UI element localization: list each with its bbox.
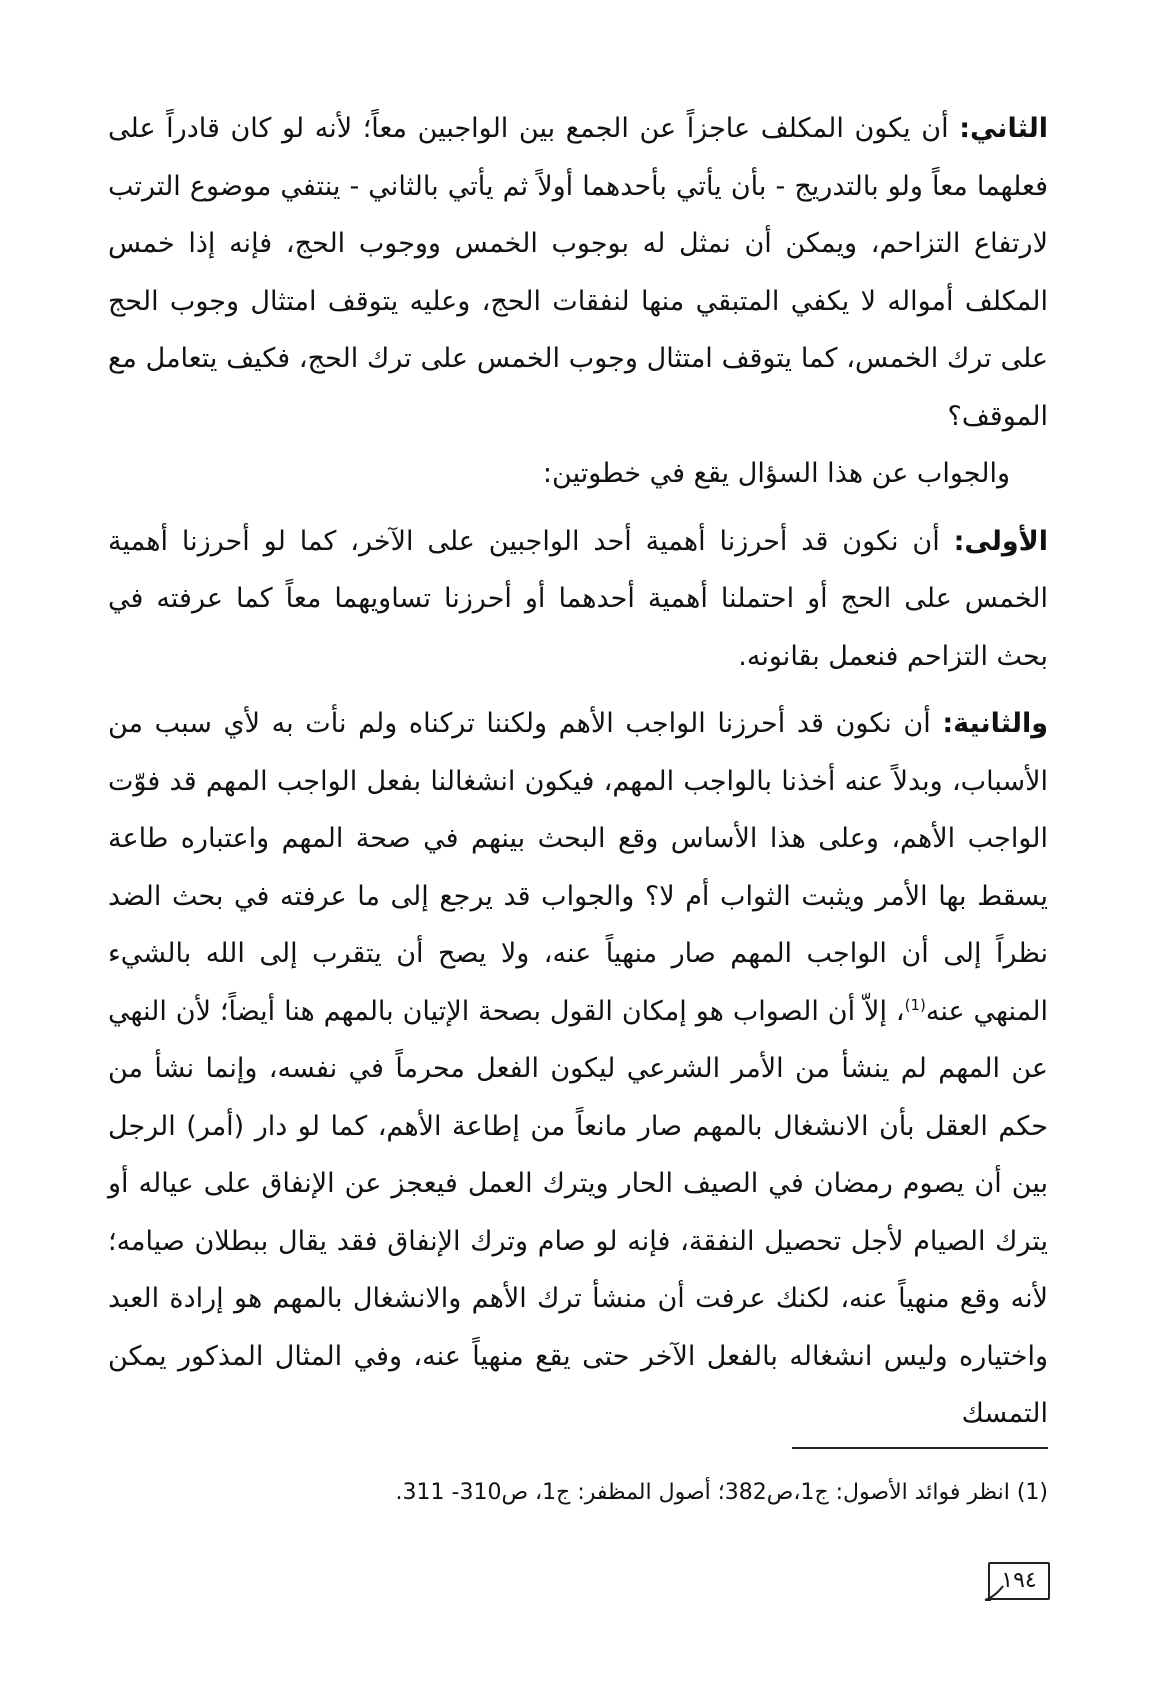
paragraph-second-condition — [108, 100, 1048, 445]
paragraph-lead: والثانية: — [942, 708, 1048, 739]
page-body — [108, 100, 1048, 1443]
paragraph-answer-intro — [108, 445, 1048, 503]
paragraph-text: أن نكون قد أحرزنا أهمية أحد الواجبين على الآخر، كما لو أحرزنا أهمية الخمس على الحج أو احتملنا أهمية أحدهما أو أحرزنا تساويهما معاً كما عرفته في بحث التزاحم فنعمل بقانونه. — [108, 525, 1048, 672]
page-number: ١٩٤ — [988, 1562, 1050, 1600]
page-curl-icon — [983, 1582, 1005, 1602]
paragraph-lead: الأولى: — [953, 525, 1048, 557]
footnote-reference[interactable]: (1) — [904, 995, 926, 1014]
paragraph-second-step — [108, 695, 1048, 1443]
footnote: (1) انظر فوائد الأصول: ج1،ص382؛ أصول المظفر: ج1، ص310- 311. — [395, 1480, 1048, 1505]
paragraph-text: أن يكون المكلف عاجزاً عن الجمع بين الواجبين معاً؛ لأنه لو كان قادراً على فعلهما معاً ولو بالتدريج - بأن يأتي بأحدهما أولاً ثم يأتي بالثاني - ينتفي موضوع الترتب لارتفاع التزاحم، ويمكن أن نمثل له بوجوب الخمس ووجوب الحج، فإنه إذا خمس المكلف أمواله لا يكفي المتبقي منها لنفقات الحج، وعليه يتوقف امتثال وجوب الحج على ترك الخمس، كما يتوقف امتثال وجوب الخمس على ترك الحج، فكيف يتعامل مع الموقف؟ — [108, 113, 1048, 432]
paragraph-text: ، إلاّ أن الصواب هو إمكان القول بصحة الإتيان بالمهم هنا أيضاً؛ لأن النهي عن المهم لم ينشأ من الأمر الشرعي ليكون الفعل محرماً في نفسه، وإنما نشأ من حكم العقل بأن الانشغال بالمهم صار مانعاً من إطاعة الأهم، كما لو دار (أمر) الرجل بين أن يصوم رمضان في الصيف الحار ويترك العمل فيعجز عن الإنفاق على عياله أو يترك الصيام لأجل تحصيل النفقة، فإنه لو صام وترك الإنفاق فقد يقال ببطلان صيامه؛ لأنه وقع منهياً عنه، لكنك عرفت أن منشأ ترك الأهم والانشغال بالمهم هو إرادة العبد واختياره وليس انشغاله بالفعل الآخر حتى يقع منهياً عنه، وفي المثال المذكور يمكن التمسك — [108, 995, 1048, 1429]
paragraph-lead: الثاني: — [959, 113, 1048, 144]
paragraph-first-step — [108, 513, 1048, 686]
footnote-divider — [792, 1447, 1048, 1449]
paragraph-text: والجواب عن هذا السؤال يقع في خطوتين: — [542, 458, 1010, 489]
paragraph-text: أن نكون قد أحرزنا الواجب الأهم ولكننا تركناه ولم نأت به لأي سبب من الأسباب، وبدلاً عنه أخذنا بالواجب المهم، فيكون انشغالنا بفعل الواجب المهم قد فوّت الواجب الأهم، وعلى هذا الأساس وقع البحث بينهم في صحة المهم واعتباره طاعة يسقط بها الأمر ويثبت الثواب أم لا؟ والجواب قد يرجع إلى ما عرفته في بحث الضد نظراً إلى أن الواجب المهم صار منهياً عنه، ولا يصح أن يتقرب إلى الله بالشيء المنهي عنه — [108, 708, 1048, 1027]
